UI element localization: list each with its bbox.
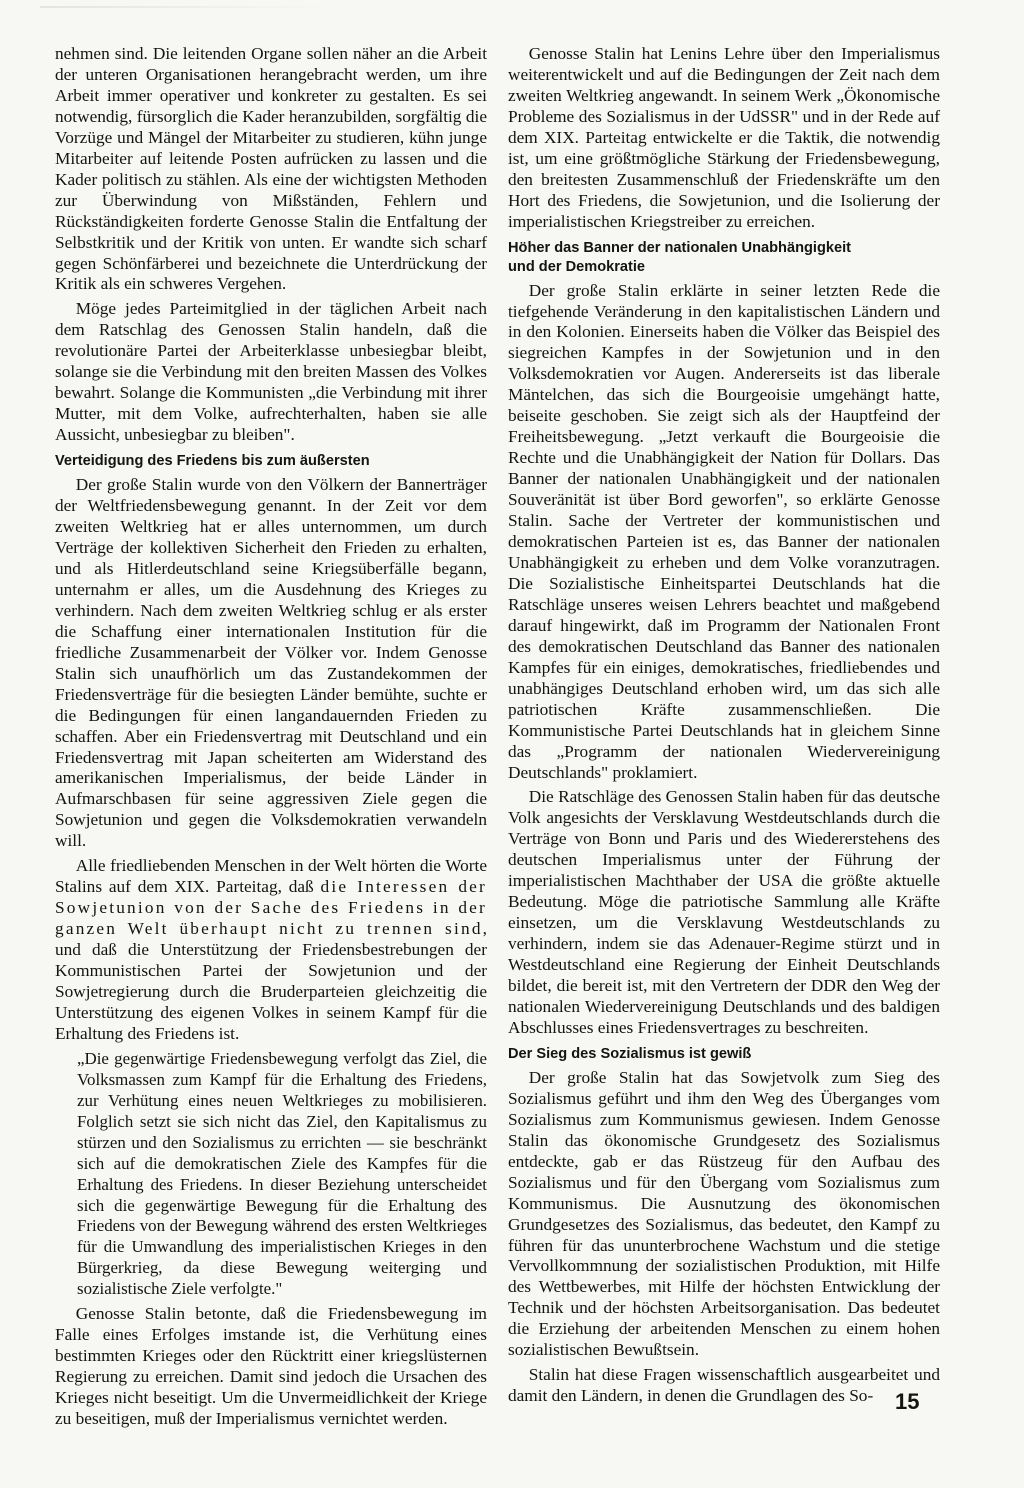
paragraph: Genosse Stalin hat Lenins Lehre über den Imperialismus weiterentwickelt und auf die Bedingungen der Zeit nach dem zweiten Weltkrieg angewandt. In seinem Werk „Ökonomische Probleme des Sozialismus in der UdSSR" und in der Rede auf dem XIX. Parteitag entwickelte er die Taktik, die notwendig ist, um eine größtmögliche Stärkung der Friedensbewegung, den breitesten Zusammenschluß der Friedenskräfte um den Hort des Friedens, die Sowjetunion, und die Isolierung der imperialistischen Kriegstreiber zu erreichen. — [508, 44, 940, 231]
paragraph-text: , und daß die Unterstützung der Friedensbestrebungen der Kommunistischen Partei der Sowjetunion und der Sowjetregierung durch die Bruderparteien gleichzeitig die Unterstützung des eigenen Volkes in seinem Kampf für die Erhaltung des Friedens ist. — [55, 919, 487, 1043]
paragraph: Der große Stalin hat das Sowjetvolk zum Sieg des Sozialismus geführt und ihm den Weg des Überganges vom Sozialismus zum Kommunismus gewiesen. Indem Genosse Stalin das ökonomische Grundgesetz des Sozialismus entdeckte, gab er das Rüstzeug für den Aufbau des Sozialismus und für den Übergang vom Sozialismus zum Kommunismus. Die Ausnutzung des ökonomischen Grundgesetzes des Sozialismus, das bedeutet, den Kampf zu führen für das ununterbrochene Wachstum und die stetige Vervollkommnung der sozialistischen Produktion, mit Hilfe des Wettbewerbes, mit Hilfe der höchsten Entwicklung der Technik und der höchsten Arbeitsorganisation. Das bedeutet die Erziehung der arbeitenden Menschen zu einem hohen sozialistischen Bewußtsein. — [508, 1067, 940, 1360]
paragraph — [55, 856, 487, 1045]
emphasized-text: die Interessen der Sowjetunion von der Sache des Friedens in der ganzen Welt überhaupt nicht zu trennen sind — [55, 877, 487, 939]
block-quote: „Die gegenwärtige Friedensbewegung verfolgt das Ziel, die Volksmassen zum Kampf für die Erhaltung des Friedens, zur Verhütung eines neuen Weltkrieges zu mobilisieren. Folglich setzt sie sich nicht das Ziel, den Kapitalismus zu stürzen und den Sozialismus zu errichten — sie beschränkt sich auf die demokratischen Ziele des Kampfes für die Erhaltung des Friedens. In dieser Beziehung unterscheidet sich die gegenwärtige Bewegung für die Erhaltung des Friedens von der Bewegung während des ersten Weltkrieges für die Umwandlung des imperialistischen Krieges in den Bürgerkrieg, da diese Bewegung weiterging und sozialistische Ziele verfolgte." — [77, 1048, 487, 1299]
scan-artifact — [40, 6, 330, 8]
left-column — [55, 44, 487, 1430]
section-heading: Verteidigung des Friedens bis zum äußersten — [55, 453, 370, 470]
heading-line: und der Demokratie — [508, 258, 646, 275]
paragraph: Der große Stalin wurde von den Völkern der Bannerträger der Weltfriedensbewegung genannt. In der Zeit vor dem zweiten Weltkrieg hat er alles unternommen, um durch Verträge der kollektiven Sicherheit den Frieden zu erhalten, und als Hitlerdeutschland seine Kriegsüberfälle begann, unternahm er alles, um die Ausdehnung des Krieges zu verhindern. Nach dem zweiten Weltkrieg schlug er als erster die Schaffung einer internationalen Institution für die friedliche Zusammenarbeit der Völker vor. Indem Genosse Stalin sich unaufhörlich um das Zustandekommen der Friedensverträge für die besiegten Länder bemühte, suchte er die Bedingungen für einen langandauernden Frieden zu schaffen. Aber ein Friedensvertrag mit Deutschland und ein Friedensvertrag mit Japan scheiterten am Widerstand des amerikanischen Imperialismus, der beide Länder in Aufmarschbasen für seine aggressiven Ziele gegen die Sowjetunion und gegen die Volksdemokratien verwandeln will. — [55, 475, 487, 851]
paragraph: Genosse Stalin betonte, daß die Friedensbewegung im Falle eines Erfolges imstande ist, die Verhütung eines bestimmten Krieges oder den Rücktritt einer kriegslüsternen Regierung zu erreichen. Damit sind jedoch die Ursachen des Krieges nicht beseitigt. Um die Unvermeidlichkeit der Kriege zu beseitigen, muß der Imperialismus vernichtet werden. — [55, 1304, 487, 1429]
paragraph: nehmen sind. Die leitenden Organe sollen näher an die Arbeit der unteren Organisationen herangebracht werden, um ihre Arbeit immer operativer und konkreter zu gestalten. Es sei notwendig, fürsorglich die Kader heranzubilden, sorgfältig die Vorzüge und Mängel der Mitarbeiter zu studieren, kühn junge Mitarbeiter auf leitende Posten aufrücken zu lassen und die Kader politisch zu stählen. Als eine der wichtigsten Methoden zur Überwindung von Mißständen, Fehlern und Rückständigkeiten forderte Genosse Stalin die Entfaltung der Selbstkritik und der Kritik von unten. Er wandte sich scharf gegen Schönfärberei und bezeichnete die Unterdrückung der Kritik als ein schweres Vergehen. — [55, 44, 487, 294]
section-heading — [508, 239, 940, 277]
paragraph-text: Alle friedliebenden Menschen in der Welt hörten die Worte Stalins auf dem XIX. Parteitag, daß — [55, 856, 487, 897]
paragraph: Möge jedes Parteimitglied in der täglichen Arbeit nach dem Ratschlag des Genossen Stalin handeln, daß die revolutionäre Partei der Arbeiterklasse unbesiegbar bleibt, solange sie die Verbindung mit den breiten Massen des Volkes bewahrt. Solange die Kommunisten „die Verbindung mit ihrer Mutter, mit dem Volke, aufrechterhalten, haben sie alle Aussicht, unbesiegbar zu bleiben". — [55, 299, 487, 445]
paragraph: Stalin hat diese Fragen wissenschaftlich ausgearbeitet und damit den Ländern, in denen die Grundlagen des So- — [508, 1365, 940, 1406]
page-number: 15 — [895, 1389, 920, 1414]
heading-line: Höher das Banner der nationalen Unabhängigkeit — [508, 239, 852, 256]
paragraph: Die Ratschläge des Genossen Stalin haben für das deutsche Volk angesichts der Versklavung Westdeutschlands durch die Verträge von Bonn und Paris und des Wiedererstehens des deutschen Imperialismus unter der Führung der imperialistischen Machthaber der USA die größte aktuelle Bedeutung. Möge die patriotische Sammlung alle Kräfte einsetzen, um die Versklavung Westdeutschlands zu verhindern, indem sie das Adenauer-Regime stürzt und in Westdeutschland eine Regierung der Einheit Deutschlands bildet, die bereit ist, mit den Vertretern der DDR den Weg der nationalen Wiedervereinigung Deutschlands und des baldigen Abschlusses eines Friedensvertrages zu beschreiten. — [508, 787, 940, 1037]
right-column — [508, 44, 940, 1407]
paragraph: Der große Stalin erklärte in seiner letzten Rede die tiefgehende Veränderung in den kapitalistischen Ländern und in den Kolonien. Einerseits haben die Völker das Beispiel des siegreichen Kampfes in der Sowjetunion und in den Volksdemokratien vor Augen. Andererseits ist das liberale Mäntelchen, das sich die Bourgeoisie umgehängt hatte, beiseite geschoben. Sie zeigt sich als der Hauptfeind der Freiheitsbewegung. „Jetzt verkauft die Bourgeoisie die Rechte und die Unabhängigkeit der Nation für Dollars. Das Banner der nationalen Unabhängigkeit und der nationalen Souveränität ist über Bord geworfen", so erklärte Genosse Stalin. Sache der Vertreter der kommunistischen und demokratischen Parteien ist es, das Banner der nationalen Unabhängigkeit zu erheben und dem Volke voranzutragen. Die Sozialistische Einheitspartei Deutschlands hat die Ratschläge unseres weisen Lehrers beachtet und maßgebend darauf hingewirkt, daß im Programm der Nationalen Front des demokratischen Deutschland das Banner des nationalen Kampfes für ein einiges, demokratisches, friedliebendes und unabhängiges Deutschland erhoben wird, um das sich alle patriotischen Kräfte zusammenschließen. Die Kommunistische Partei Deutschlands hat in gleichem Sinne das „Programm der nationalen Wiedervereinigung Deutschlands" proklamiert. — [508, 280, 940, 782]
section-heading: Der Sieg des Sozialismus ist gewiß — [508, 1045, 752, 1062]
